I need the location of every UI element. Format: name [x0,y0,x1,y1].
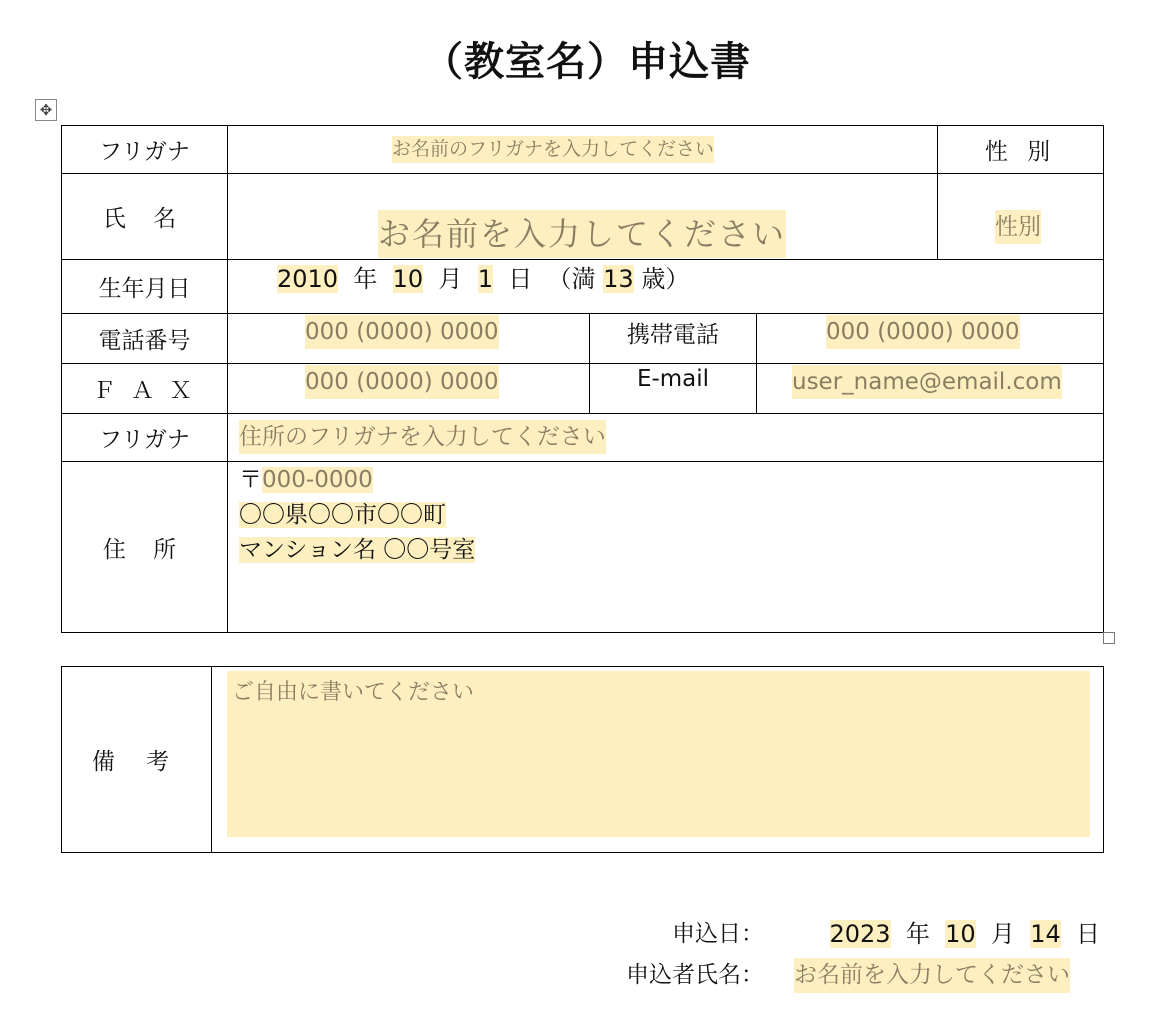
age-prefix: （満 [547,265,596,293]
month-unit: 月 [438,265,463,293]
birth-month-input[interactable]: 10 [392,265,424,293]
remarks-textarea[interactable]: ご自由に書いてください [227,671,1090,837]
address-cell[interactable] [227,461,1104,633]
address-furigana-input[interactable]: 住所のフリガナを入力してください [239,420,606,454]
furigana-cell[interactable] [227,125,938,174]
age-input[interactable]: 13 [603,265,634,293]
birth-year-input[interactable]: 2010 [277,265,339,293]
resize-square-icon[interactable] [1103,632,1115,644]
gender-cell[interactable] [937,173,1104,260]
year-unit: 年 [353,265,378,293]
postal-mark: 〒 [239,467,262,493]
fax-cell[interactable] [227,363,590,414]
name-input[interactable]: お名前を入力してください [378,210,786,258]
birthdate-cell[interactable] [227,259,1104,314]
email-input[interactable]: user_name@email.com [792,365,1062,399]
postal-code-input[interactable]: 000-0000 [262,467,373,493]
gender-label: 性 別 [937,125,1104,174]
apply-year-input[interactable]: 2023 [829,920,891,948]
apply-day-unit: 日 [1076,920,1100,948]
applicant-name-input[interactable]: お名前を入力してください [794,958,1070,993]
birth-day-input[interactable]: 1 [477,265,493,293]
name-cell[interactable] [227,173,938,260]
fax-input[interactable]: 000 (0000) 0000 [305,365,499,399]
email-label: E-mail [589,363,757,414]
address-label: 住 所 [61,461,228,633]
age-suffix: 歳） [641,265,690,293]
furigana-label: フリガナ [61,125,228,174]
remarks-label: 備 考 [61,666,212,853]
mobile-cell[interactable] [756,313,1104,364]
remarks-cell[interactable] [211,666,1104,853]
mobile-label: 携帯電話 [589,313,757,364]
address-furigana-cell[interactable] [227,413,1104,462]
applicant-label: 申込者氏名： [626,962,764,988]
name-label: 氏 名 [61,173,228,260]
phone-cell[interactable] [227,313,590,364]
phone-label: 電話番号 [61,313,228,364]
move-arrows-icon[interactable]: ✥ [35,99,57,121]
phone-input[interactable]: 000 (0000) 0000 [305,315,499,349]
apply-day-input[interactable]: 14 [1030,920,1061,948]
fax-label: Ｆ Ａ Ｘ [61,363,228,414]
address-line2-input[interactable]: マンション名 〇〇号室 [239,537,476,563]
apply-date-label: 申込日： [672,921,764,947]
furigana-input[interactable]: お名前のフリガナを入力してください [392,136,714,163]
apply-month-input[interactable]: 10 [945,920,976,948]
email-cell[interactable] [756,363,1104,414]
page-title: （教室名）申込書 [423,39,751,85]
day-unit: 日 [508,265,533,293]
mobile-input[interactable]: 000 (0000) 0000 [826,315,1020,349]
gender-input[interactable]: 性別 [995,210,1041,244]
apply-month-unit: 月 [990,920,1015,948]
apply-year-unit: 年 [905,920,930,948]
address-line1-input[interactable]: 〇〇県〇〇市〇〇町 [239,502,446,528]
address-furigana-label: フリガナ [61,413,228,462]
birthdate-label: 生年月日 [61,259,228,314]
